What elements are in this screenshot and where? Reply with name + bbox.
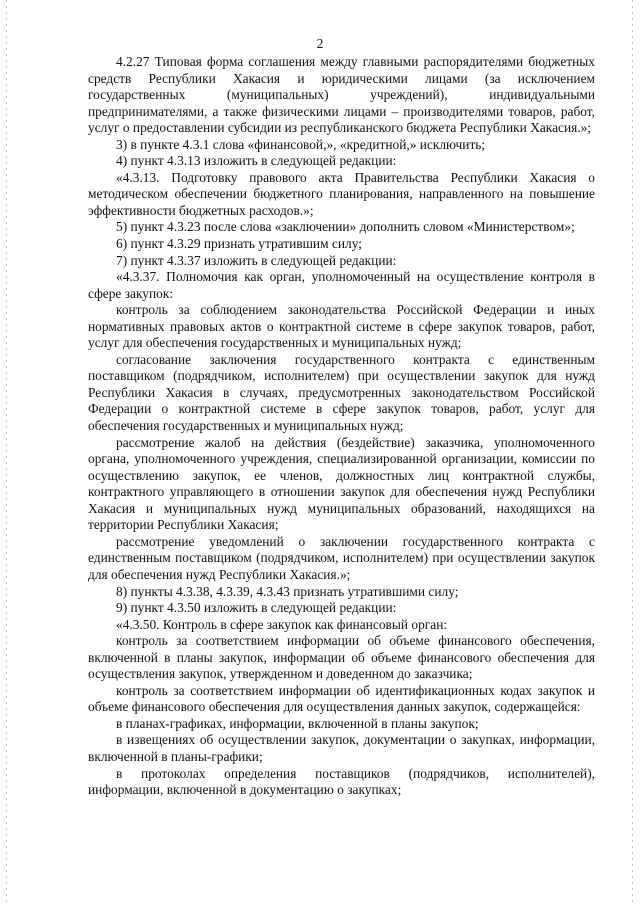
paragraph-protocols: в протоколах определения поставщиков (подрядчиков, исполнителей), информации, включенной в документацию о закупках; xyxy=(88,765,595,798)
paragraph-schedules: в планах-графиках, информации, включенной в планы закупок; xyxy=(116,715,479,731)
paragraph-item-3: 3) в пункте 4.3.1 слова «финансовой,», «кредитной,» исключить; xyxy=(116,136,486,152)
paragraph-4-3-13: «4.3.13. Подготовку правового акта Правительства Республики Хакасия о методическом обеспечении бюджетного планирования, направленного на повышение эффективности бюджетных расходов.»; xyxy=(88,169,595,218)
paragraph-notifications: рассмотрение уведомлений о заключении государственного контракта с единственным поставщиком (подрядчиком, исполнителем) при осуществлении закупок для обеспечения нужд Республики Хакасия.»; xyxy=(88,533,595,582)
paragraph-item-4: 4) пункт 4.3.13 изложить в следующей редакции: xyxy=(116,153,397,169)
paragraph-identification-codes: контроль за соответствием информации об идентификационных кодах закупок и объеме финансового обеспечения для осуществления данных закупок, содержащейся: xyxy=(88,682,595,715)
paragraph-item-7: 7) пункт 4.3.37 изложить в следующей редакции: xyxy=(116,252,397,268)
scan-edge-right xyxy=(632,0,633,905)
paragraph-funding-control: контроль за соответствием информации об объеме финансового обеспечения, включенной в планы закупок, информации об объеме финансового обеспечения для осуществления закупок, утвержденном и доведенном до заказчика; xyxy=(88,633,595,682)
document-body xyxy=(88,54,595,799)
paragraph-item-5: 5) пункт 4.3.23 после слова «заключении» дополнить словом «Министерством»; xyxy=(116,219,575,235)
page-number: 2 xyxy=(316,36,324,51)
paragraph-contract-approval: согласование заключения государственного контракта с единственным поставщиком (подрядчиком, исполнителем) при осуществлении закупок для нужд Республики Хакасия в случаях, предусмотренных законодательством Российской Федерации о контрактной системе в сфере закупок товаров, работ, услуг для обеспечения государственных и муниципальных нужд; xyxy=(88,351,595,434)
paragraph-item-6: 6) пункт 4.3.29 признать утратившим силу; xyxy=(116,236,362,252)
paragraph-4-3-37: «4.3.37. Полномочия как орган, уполномоченный на осуществление контроля в сфере закупок: xyxy=(88,269,595,301)
paragraph-item-8: 8) пункты 4.3.38, 4.3.39, 4.3.43 признать утратившими силу; xyxy=(116,583,459,599)
paragraph-notices: в извещениях об осуществлении закупок, документации о закупках, информации, включенной в планы-графики; xyxy=(88,732,595,764)
paragraph-control-legislation: контроль за соблюдением законодательства Российской Федерации и иных нормативных правовых актов о контрактной системе в сфере закупок товаров, работ, услуг для обеспечения государственных и муниципальных нужд; xyxy=(88,302,595,351)
paragraph-4-3-50: «4.3.50. Контроль в сфере закупок как финансовый орган: xyxy=(116,616,448,632)
paragraph-item-9: 9) пункт 4.3.50 изложить в следующей редакции: xyxy=(116,600,397,616)
scan-edge-left xyxy=(6,0,7,905)
paragraph-complaints: рассмотрение жалоб на действия (бездействие) заказчика, уполномоченного органа, уполномоченного учреждения, специализированной организации, комиссии по осуществлению закупок, ее членов, должностных лиц контрактной службы, контрактного управляющего в отношении закупок для обеспечения нужд Республики Хакасия и муниципальных нужд муниципальных образований, находящихся на территории Республики Хакасия; xyxy=(88,434,595,533)
paragraph-4-2-27: 4.2.27 Типовая форма соглашения между главными распорядителями бюджетных средств Республики Хакасия и юридическими лицами (за исключением государственных (муниципальных) учреждений), индивидуальными предпринимателями, а также физическими лицами – производителями товаров, работ, услуг о предоставлении субсидии из республиканского бюджета Республики Хакасия.»; xyxy=(88,54,595,136)
